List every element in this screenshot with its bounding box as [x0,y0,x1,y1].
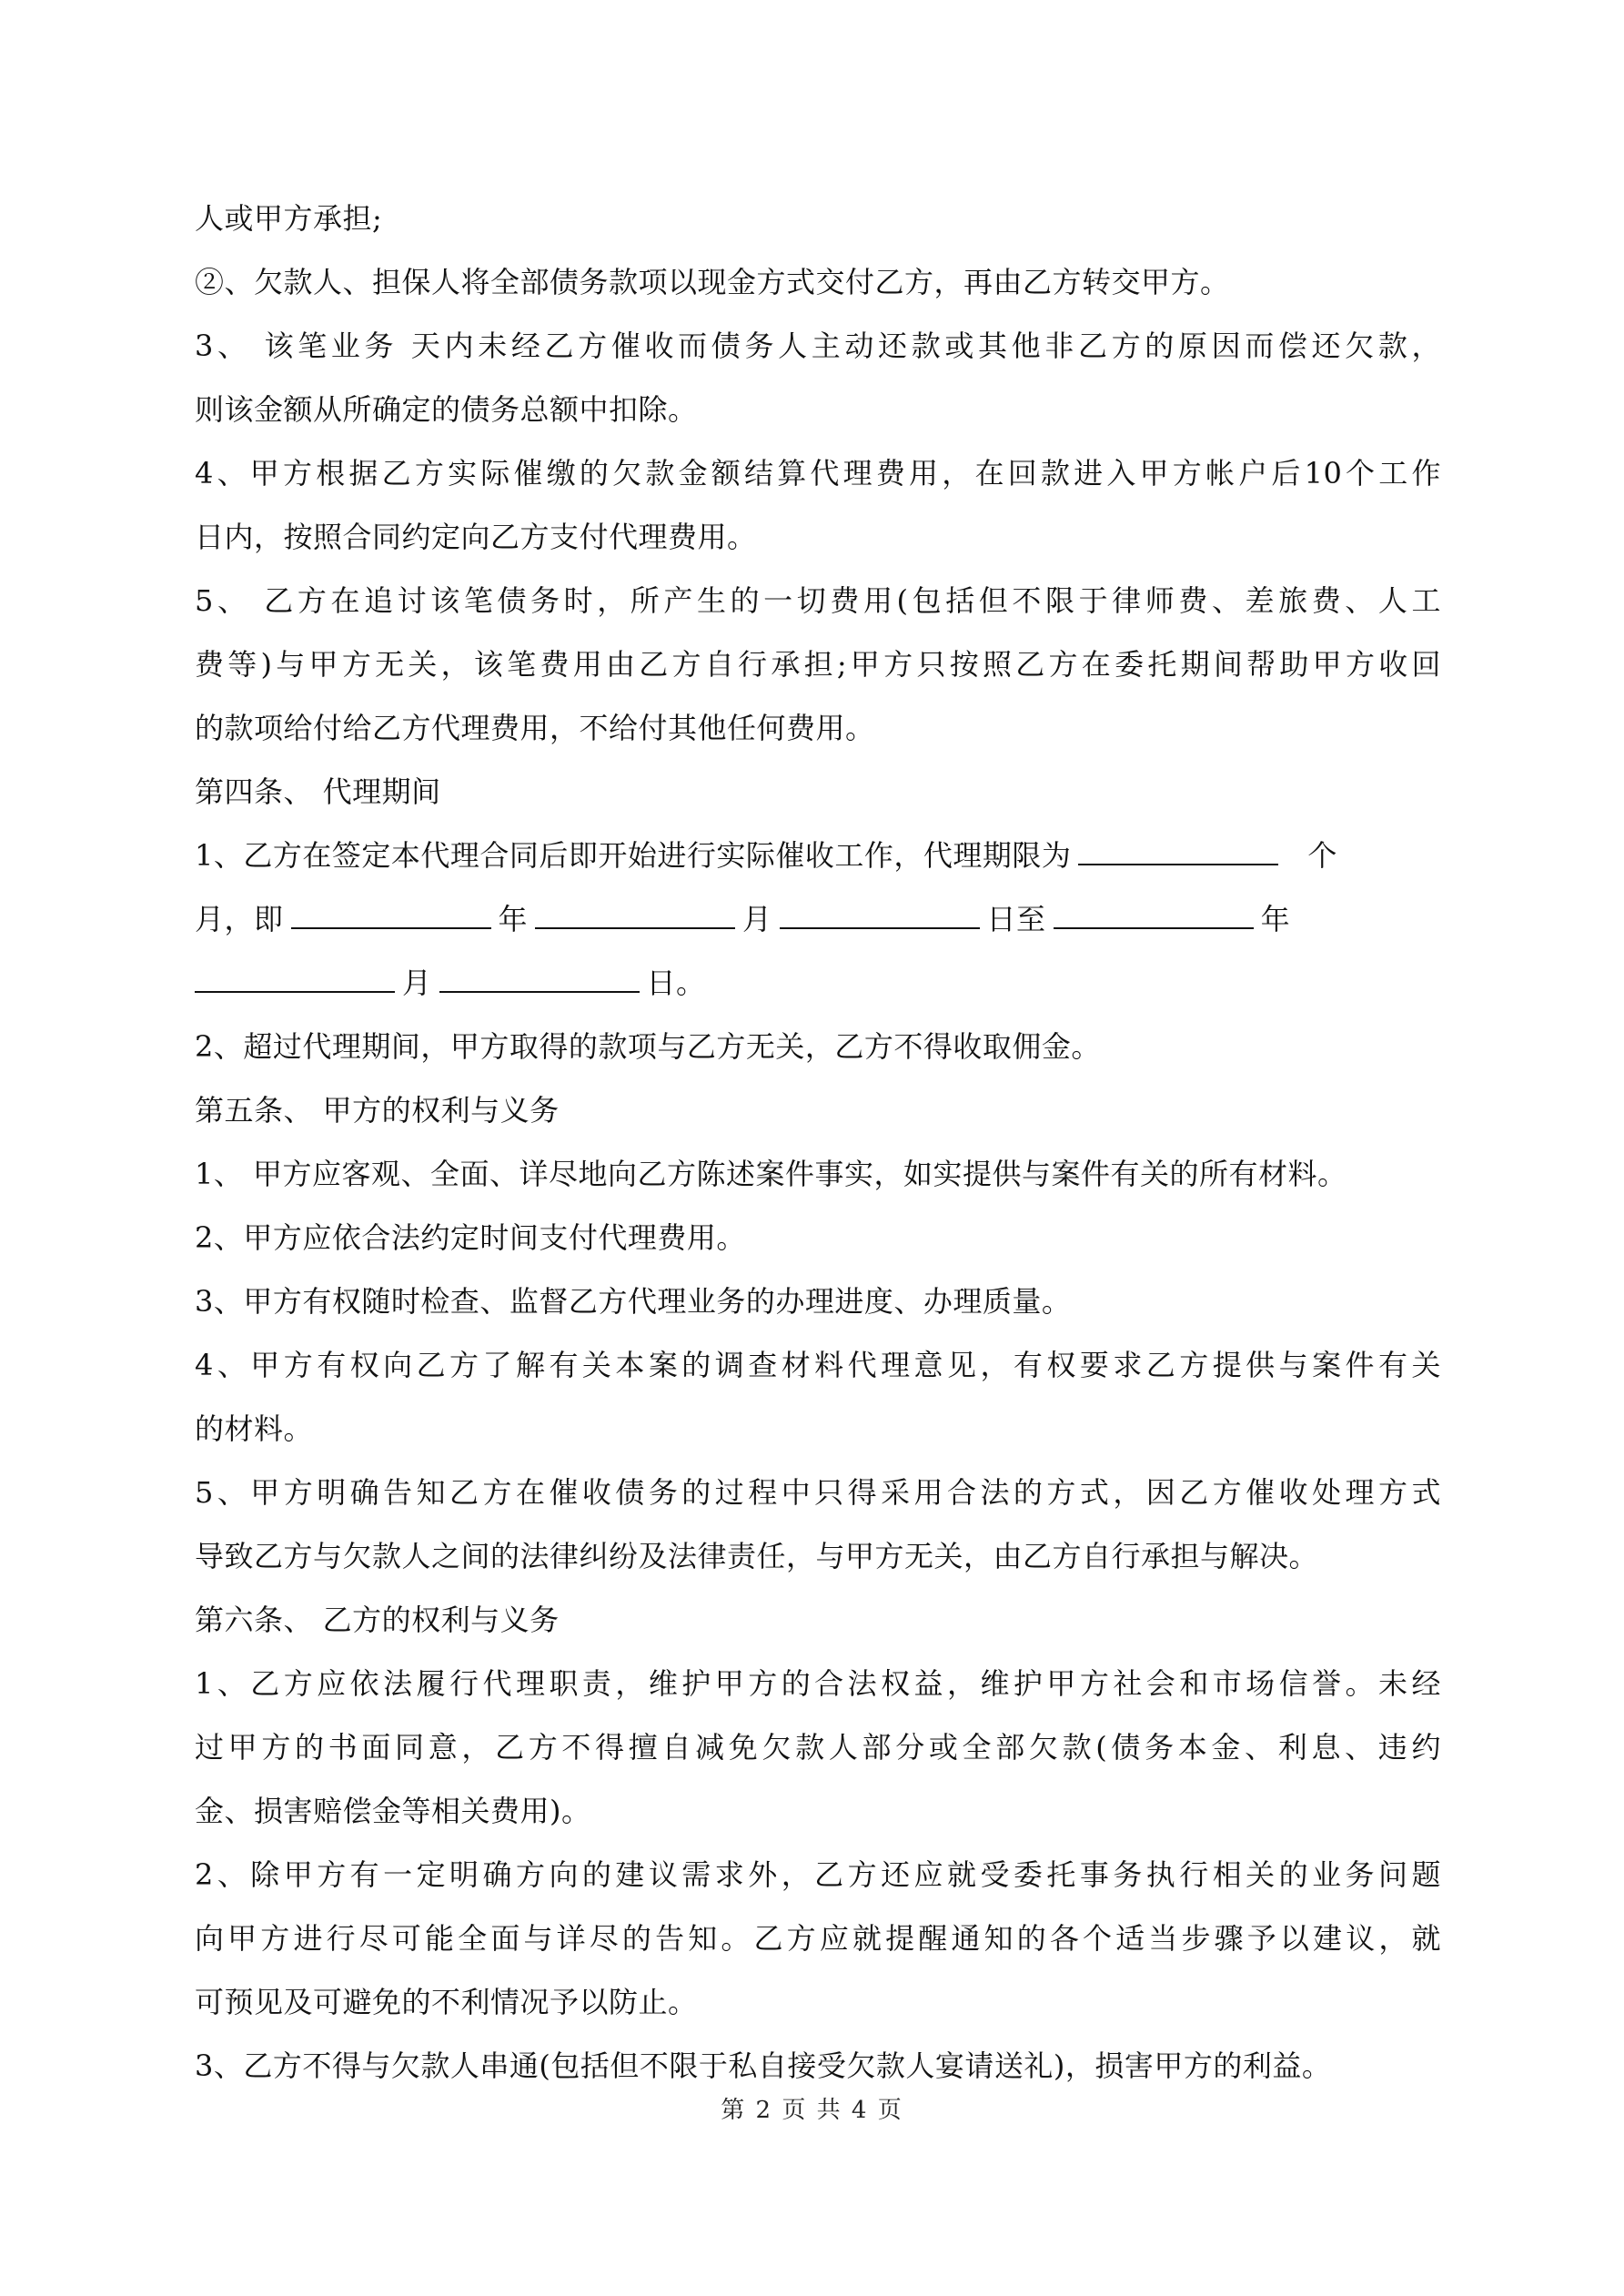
fill-blank[interactable] [439,962,640,993]
text-segment: 日至 [986,902,1046,936]
agency-date-line [195,887,1441,951]
fill-blank[interactable] [780,898,980,929]
text-line: 过甲方的书面同意，乙方不得擅自减免欠款人部分或全部欠款(债务本金、利息、违约 [195,1730,1441,1765]
text-line: 5、甲方明确告知乙方在催收债务的过程中只得采用合法的方式，因乙方催收处理方式 [195,1475,1441,1510]
text-line: 3、乙方不得与欠款人串通(包括但不限于私自接受欠款人宴请送礼)，损害甲方的利益。 [195,2048,1332,2083]
text-line: 3、甲方有权随时检查、监督乙方代理业务的办理进度、办理质量。 [195,1284,1072,1319]
section-heading: 第六条、 乙方的权利与义务 [195,1603,560,1637]
text-line: 导致乙方与欠款人之间的法律纠纷及法律责任，与甲方无关，由乙方自行承担与解决。 [195,1539,1319,1573]
text-line: 则该金额从所确定的债务总额中扣除。 [195,392,698,427]
text-line: 3、 该笔业务 天内未经乙方催收而债务人主动还款或其他非乙方的原因而偿还欠款， [195,329,1441,363]
section-heading: 第四条、 代理期间 [195,774,441,809]
text-segment: 个 [1307,838,1337,873]
fill-blank[interactable] [291,898,491,929]
text-segment: 1、乙方在签定本代理合同后即开始进行实际催收工作，代理期限为 [195,838,1072,873]
text-line: 的材料。 [195,1411,314,1446]
text-line: 金、损害赔偿金等相关费用)。 [195,1794,591,1828]
page-number: 第 2 页 共 4 页 [721,2097,903,2124]
text-segment: 日。 [646,966,706,1000]
agency-term-line [195,824,1441,887]
text-segment: 年 [498,902,529,936]
text-segment: 月 [402,966,432,1000]
fill-blank[interactable] [535,898,735,929]
text-segment: 年 [1260,902,1291,936]
text-line: ②、欠款人、担保人将全部债务款项以现金方式交付乙方，再由乙方转交甲方。 [195,265,1230,299]
text-line: 2、超过代理期间，甲方取得的款项与乙方无关，乙方不得收取佣金。 [195,1029,1101,1064]
text-line: 日内，按照合同约定向乙方支付代理费用。 [195,520,757,554]
text-line: 5、 乙方在追讨该笔债务时，所产生的一切费用(包括但不限于律师费、差旅费、人工 [195,583,1441,618]
section-heading: 第五条、 甲方的权利与义务 [195,1093,560,1128]
text-line: 向甲方进行尽可能全面与详尽的告知。乙方应就提醒通知的各个适当步骤予以建议，就 [195,1921,1441,1956]
text-segment: 月 [742,902,772,936]
fill-blank[interactable] [1054,898,1254,929]
text-line: 的款项给付给乙方代理费用，不给付其他任何费用。 [195,711,875,745]
text-line: 4、甲方根据乙方实际催缴的欠款金额结算代理费用，在回款进入甲方帐户后10个工作 [195,456,1441,491]
text-line: 1、 甲方应客观、全面、详尽地向乙方陈述案件事实，如实提供与案件有关的所有材料。 [195,1157,1347,1191]
fill-blank[interactable] [195,962,395,993]
text-line: 1、乙方应依法履行代理职责，维护甲方的合法权益，维护甲方社会和市场信誉。未经 [195,1666,1441,1701]
fill-blank[interactable] [1078,834,1278,865]
text-line: 2、除甲方有一定明确方向的建议需求外，乙方还应就受委托事务执行相关的业务问题 [195,1857,1441,1892]
text-line: 可预见及可避免的不利情况予以防止。 [195,1985,698,2019]
contract-body [195,187,1441,2098]
text-segment: 月，即 [195,902,284,936]
agency-date-line-2 [195,951,1441,1015]
text-line: 人或甲方承担; [195,201,383,236]
text-line: 2、甲方应依合法约定时间支付代理费用。 [195,1220,746,1255]
text-line: 费等)与甲方无关，该笔费用由乙方自行承担;甲方只按照乙方在委托期间帮助甲方收回 [195,647,1441,682]
text-line: 4、甲方有权向乙方了解有关本案的调查材料代理意见，有权要求乙方提供与案件有关 [195,1348,1441,1382]
